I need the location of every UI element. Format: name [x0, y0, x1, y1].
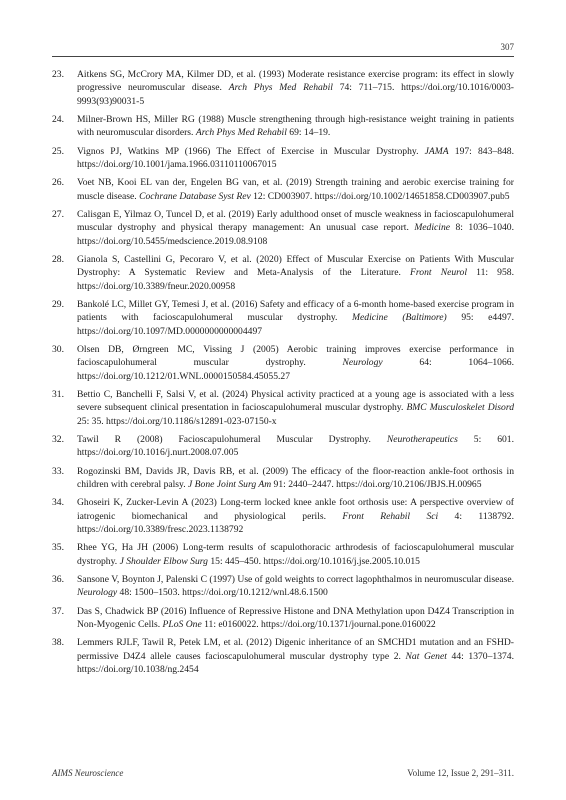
reference-journal: J Shoulder Elbow Surg — [119, 555, 208, 567]
reference-text — [77, 496, 514, 536]
page-footer — [52, 768, 514, 778]
reference-citation: 74: 711–715. https://doi.org/10.1016/0003-9993(93)90031-5 — [77, 82, 514, 107]
reference-body: Calisgan E, Yilmaz O, Tuncel D, et al. (2019) Early adulthood onset of muscle weakness in facioscapulohumeral muscular dystrophy and physical therapy management: An unusual case report. — [77, 209, 514, 234]
reference-item — [52, 253, 514, 293]
reference-journal: Neurotherapeutics — [386, 433, 458, 445]
reference-item — [52, 68, 514, 108]
reference-journal: Medicine (Baltimore) — [352, 312, 447, 324]
reference-text — [77, 208, 514, 248]
reference-item — [52, 465, 514, 492]
reference-number: 27. — [52, 209, 64, 221]
reference-journal: Neurology — [77, 587, 118, 599]
reference-journal: Front Neurol — [410, 267, 467, 279]
reference-text — [77, 145, 514, 172]
reference-citation: 95: e4497. https://doi.org/10.1097/MD.0000000000004497 — [77, 312, 515, 337]
footer-volume-info: Volume 12, Issue 2, 291–311. — [407, 768, 514, 778]
reference-body: Das S, Chadwick BP (2016) Influence of Repressive Histone and DNA Methylation upon D4Z4 Transcription in Non-Myogenic Cells. — [77, 605, 514, 630]
reference-body: Bettio C, Banchelli F, Salsi V, et al. (2024) Physical activity practiced at a young age is associated with a less severe subsequent clinical presentation in facioscapulohumeral muscular dystrophy. — [77, 388, 514, 414]
reference-body: Sansone V, Boynton J, Palenski C (1997) Use of gold weights to correct lagophthalmos in neuromuscular disease. — [77, 574, 514, 586]
reference-journal: J Bone Joint Surg Am — [188, 478, 272, 490]
reference-text — [77, 176, 514, 203]
reference-item — [52, 573, 514, 600]
reference-journal: Front Rehabil Sci — [342, 510, 439, 522]
reference-number: 25. — [52, 145, 64, 157]
reference-text — [77, 113, 514, 140]
reference-text — [77, 541, 514, 568]
reference-citation: 12: CD003907. https://doi.org/10.1002/14651858.CD003907.pub5 — [250, 190, 510, 202]
reference-body: Vignos PJ, Watkins MP (1966) The Effect of Exercise in Muscular Dystrophy. — [77, 145, 425, 157]
reference-citation: 48: 1500–1503. https://doi.org/10.1212/wnl.48.6.1500 — [117, 587, 328, 599]
reference-journal: Arch Phys Med Rehabil — [195, 127, 287, 139]
reference-body: Aitkens SG, McCrory MA, Kilmer DD, et al. (1993) Moderate resistance exercise program: its effect in slowly progressive neuromuscular disease. — [77, 69, 514, 94]
footer-journal-name: AIMS Neuroscience — [52, 768, 124, 778]
reference-text — [77, 433, 514, 460]
reference-citation: 197: 843–848. https://doi.org/10.1001/jama.1966.03110110067015 — [77, 145, 514, 170]
reference-number: 28. — [52, 254, 64, 266]
reference-citation: 5: 601. https://doi.org/10.1016/j.nurt.2008.07.005 — [77, 433, 514, 459]
reference-number: 32. — [52, 433, 64, 445]
reference-journal: BMC Musculoskelet Disord — [406, 402, 514, 414]
reference-text — [77, 605, 514, 632]
reference-item — [52, 298, 514, 338]
reference-number: 37. — [52, 605, 64, 617]
reference-text — [77, 636, 514, 676]
reference-text — [77, 573, 514, 600]
reference-citation: 8: 1036–1040. https://doi.org/10.5455/medscience.2019.08.9108 — [77, 222, 514, 247]
reference-journal: JAMA — [424, 145, 449, 157]
reference-journal: Medicine — [414, 222, 451, 234]
reference-citation: 91: 2440–2447. https://doi.org/10.2106/JBJS.H.00965 — [271, 478, 482, 490]
reference-number: 33. — [52, 465, 64, 477]
reference-body: Rogozinski BM, Davids JR, Davis RB, et al. (2009) The efficacy of the floor-reaction ankle-foot orthosis in children with cerebral palsy. — [77, 465, 514, 490]
reference-citation: 15: 445–450. https://doi.org/10.1016/j.jse.2005.10.015 — [207, 555, 420, 567]
reference-number: 38. — [52, 637, 64, 649]
reference-citation: 4: 1138792. https://doi.org/10.3389/fresc.2023.1138792 — [77, 510, 515, 535]
reference-number: 34. — [52, 497, 64, 509]
reference-number: 29. — [52, 299, 64, 311]
reference-body: Olsen DB, Ørngreen MC, Vissing J (2005) Aerobic training improves exercise performance in facioscapulohumeral muscular dystrophy. — [77, 344, 514, 369]
reference-number: 35. — [52, 542, 64, 554]
reference-text — [77, 388, 514, 428]
reference-text — [77, 465, 514, 492]
reference-item — [52, 496, 514, 536]
reference-journal: Neurology — [342, 357, 383, 369]
reference-journal: Arch Phys Med Rehabil — [228, 82, 333, 94]
reference-body: Gianola S, Castellini G, Pecoraro V, et al. (2020) Effect of Muscular Exercise on Patients With Muscular Dystrophy: A Systematic Review and Meta-Analysis of the Literature. — [77, 254, 514, 279]
reference-item — [52, 636, 514, 676]
reference-item — [52, 113, 514, 140]
reference-item — [52, 388, 514, 428]
reference-item — [52, 433, 514, 460]
reference-number: 31. — [52, 388, 64, 400]
reference-text — [77, 253, 514, 293]
reference-citation: 11: 958. https://doi.org/10.3389/fneur.2020.00958 — [77, 267, 514, 292]
reference-item — [52, 176, 514, 203]
reference-list — [52, 68, 514, 681]
reference-body: Milner-Brown HS, Miller RG (1988) Muscle strengthening through high-resistance weight training in patients with neuromuscular disorders. — [77, 113, 514, 139]
reference-number: 26. — [52, 177, 64, 189]
reference-text — [77, 68, 514, 108]
page-number: 307 — [500, 42, 514, 52]
reference-item — [52, 541, 514, 568]
reference-text — [77, 298, 514, 338]
reference-body: Ghoseiri K, Zucker-Levin A (2023) Long-term locked knee ankle foot orthosis use: A perspective overview of iatrogenic biomechanical and physiological perils. — [77, 497, 514, 522]
header-rule — [52, 56, 514, 57]
reference-item — [52, 208, 514, 248]
reference-journal: PLoS One — [162, 619, 202, 630]
reference-item — [52, 605, 514, 632]
reference-body: Voet NB, Kooi EL van der, Engelen BG van, et al. (2019) Strength training and aerobic exercise training for muscle disease. — [77, 177, 514, 202]
reference-number: 23. — [52, 69, 64, 80]
reference-citation: 69: 14–19. — [286, 127, 331, 139]
reference-number: 36. — [52, 574, 64, 586]
reference-citation: 64: 1064–1066. https://doi.org/10.1212/01.WNL.0000150584.45055.27 — [77, 357, 514, 382]
reference-text — [77, 343, 514, 383]
reference-number: 24. — [52, 113, 64, 125]
reference-body: Lemmers RJLF, Tawil R, Petek LM, et al. (2012) Digenic inheritance of an SMCHD1 mutation and an FSHD-permissive D4Z4 allele causes facioscapulohumeral muscular dystrophy type 2. — [77, 637, 514, 662]
reference-citation: 25: 35. https://doi.org/10.1186/s12891-023-07150-x — [77, 415, 277, 427]
reference-citation: 11: e0160022. https://doi.org/10.1371/journal.pone.0160022 — [201, 619, 436, 630]
reference-body: Tawil R (2008) Facioscapulohumeral Muscular Dystrophy. — [77, 433, 387, 445]
reference-citation: 44: 1370–1374. https://doi.org/10.1038/ng.2454 — [77, 650, 514, 675]
reference-journal: Cochrane Database Syst Rev — [139, 190, 251, 202]
reference-journal: Nat Genet — [405, 650, 447, 662]
reference-item — [52, 343, 514, 383]
reference-item — [52, 145, 514, 172]
reference-body: Bankolé LC, Millet GY, Temesi J, et al. (2016) Safety and efficacy of a 6-month home-based exercise program in patients with facioscapulohumeral muscular dystrophy. — [77, 299, 514, 324]
reference-body: Rhee YG, Ha JH (2006) Long-term results of scapulothoracic arthrodesis of facioscapulohumeral muscular dystrophy. — [77, 542, 514, 567]
reference-number: 30. — [52, 344, 64, 355]
